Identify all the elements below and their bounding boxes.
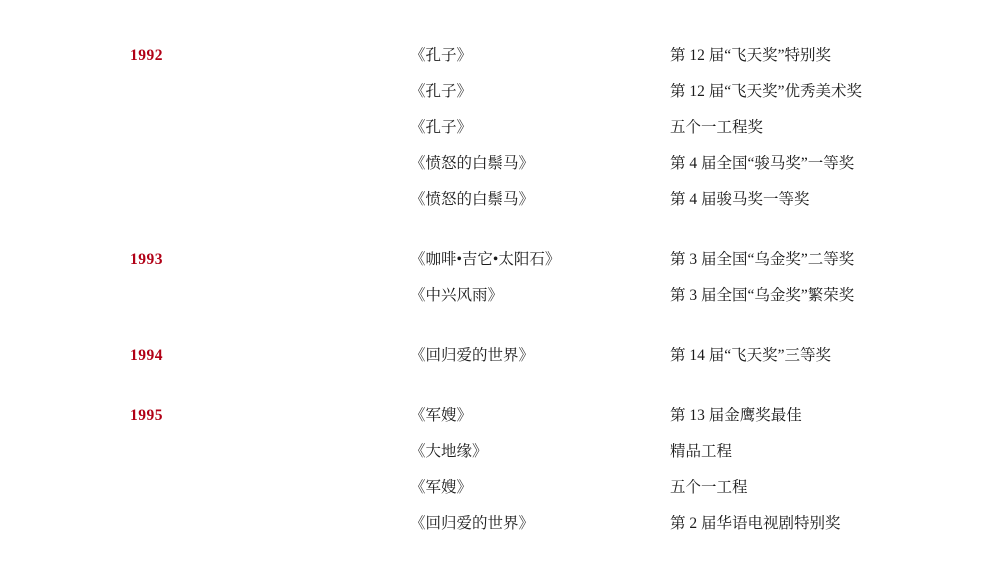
table-row (0, 38, 1004, 74)
year-cell: 1995 (130, 407, 163, 424)
year-cell: 1994 (130, 347, 163, 364)
work-title-cell: 《孔子》 (410, 47, 473, 64)
award-name-cell: 第 13 届金鹰奖最佳 (670, 407, 802, 424)
year-cell: 1993 (130, 251, 163, 268)
year-cell (0, 434, 260, 470)
group-spacer-cell (0, 314, 1004, 338)
group-spacer-cell (0, 374, 1004, 398)
work-title-cell: 《孔子》 (410, 119, 473, 136)
year-cell (0, 506, 260, 542)
group-spacer (0, 314, 1004, 338)
year-cell (0, 146, 260, 182)
award-table-body (0, 38, 1004, 542)
work-title-cell: 《咖啡•吉它•太阳石》 (410, 251, 561, 268)
year-cell (0, 110, 260, 146)
table-row (0, 398, 1004, 434)
award-name-cell: 第 3 届全国“乌金奖”繁荣奖 (670, 287, 855, 304)
table-row (0, 278, 1004, 314)
award-name-cell: 第 14 届“飞天奖”三等奖 (670, 347, 832, 364)
award-record-table (0, 38, 1004, 542)
table-row (0, 434, 1004, 470)
award-name-cell: 第 2 届华语电视剧特别奖 (670, 515, 841, 532)
year-cell: 1992 (130, 47, 163, 64)
award-name-cell: 第 4 届全国“骏马奖”一等奖 (670, 155, 855, 172)
award-name-cell: 第 3 届全国“乌金奖”二等奖 (670, 251, 855, 268)
table-row (0, 242, 1004, 278)
table-row (0, 338, 1004, 374)
year-cell (0, 278, 260, 314)
award-name-cell: 精品工程 (670, 443, 733, 460)
award-name-cell: 第 12 届“飞天奖”特别奖 (670, 47, 832, 64)
work-title-cell: 《军嫂》 (410, 479, 473, 496)
group-spacer (0, 218, 1004, 242)
group-spacer-cell (0, 218, 1004, 242)
table-row (0, 74, 1004, 110)
work-title-cell: 《回归爱的世界》 (410, 515, 535, 532)
year-cell (0, 182, 260, 218)
year-cell (0, 74, 260, 110)
table-row (0, 470, 1004, 506)
work-title-cell: 《孔子》 (410, 83, 473, 100)
award-name-cell: 五个一工程 (670, 479, 748, 496)
table-row (0, 146, 1004, 182)
work-title-cell: 《回归爱的世界》 (410, 347, 535, 364)
work-title-cell: 《大地缘》 (410, 443, 488, 460)
table-row (0, 182, 1004, 218)
table-row (0, 506, 1004, 542)
group-spacer (0, 374, 1004, 398)
table-row (0, 110, 1004, 146)
work-title-cell: 《愤怒的白鬃马》 (410, 191, 535, 208)
work-title-cell: 《军嫂》 (410, 407, 473, 424)
award-name-cell: 第 12 届“飞天奖”优秀美术奖 (670, 83, 863, 100)
award-name-cell: 第 4 届骏马奖一等奖 (670, 191, 810, 208)
work-title-cell: 《愤怒的白鬃马》 (410, 155, 535, 172)
award-name-cell: 五个一工程奖 (670, 119, 764, 136)
work-title-cell: 《中兴风雨》 (410, 287, 504, 304)
year-cell (0, 470, 260, 506)
